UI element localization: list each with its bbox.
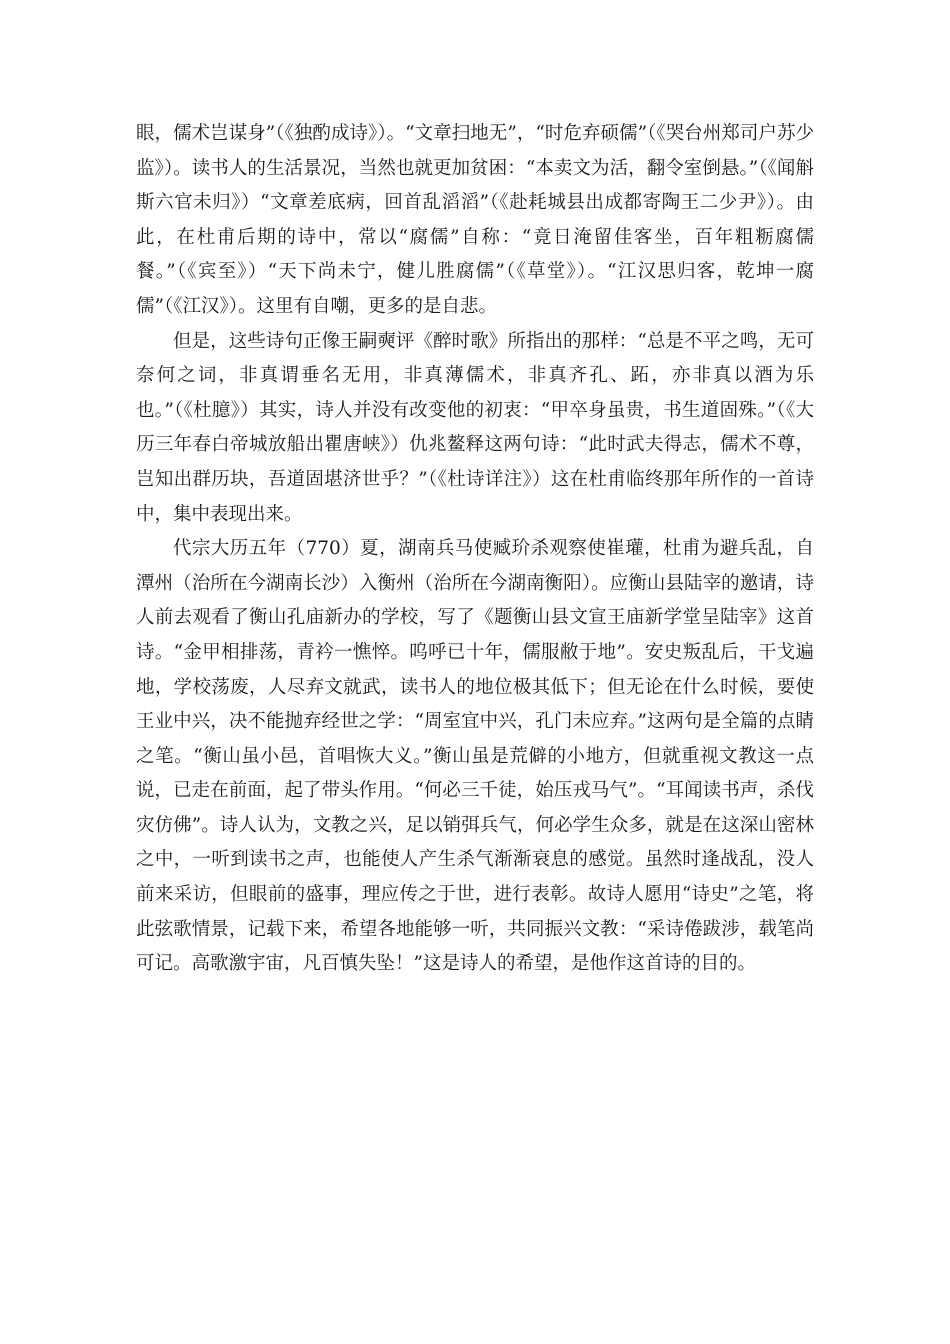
paragraph-2: 但是，这些诗句正像王嗣奭评《醉时歌》所指出的那样：“总是不平之鸣，无可奈何之词，非真谓垂名无用，非真薄儒术，非真齐孔、跖，亦非真以酒为乐也。”（《杜臆》）其实，诗人并没有改变他的初衷：“甲卒身虽贵，书生道固殊。”（《大历三年春白帝城放船出瞿唐峡》）仇兆鳌释这两句诗：“此时武夫得志，儒术不尊，岂知出群历块，吾道固堪济世乎？”（《杜诗详注》）这在杜甫临终那年所作的一首诗中，集中表现出来。 [136, 330, 814, 525]
document-body [136, 117, 814, 982]
paragraph-3: 代宗大历五年（770）夏，湖南兵马使臧玠杀观察使崔瓘，杜甫为避兵乱，自潭州（治所在今湖南长沙）入衡州（治所在今湖南衡阳）。应衡山县陆宰的邀请，诗人前去观看了衡山孔庙新办的学校，写了《题衡山县文宣王庙新学堂呈陆宰》这首诗。“金甲相排荡，青衿一憔悴。呜呼已十年，儒服敝于地”。安史叛乱后，干戈遍地，学校荡废，人尽弃文就武，读书人的地位极其低下；但无论在什么时候，要使王业中兴，决不能抛弃经世之学：“周室宜中兴，孔门未应弃。”这两句是全篇的点睛之笔。“衡山虽小邑，首唱恢大义。”衡山虽是荒僻的小地方，但就重视文教这一点说，已走在前面，起了带头作用。“何必三千徒，始压戎马气”。“耳闻读书声，杀伐灾仿佛”。诗人认为，文教之兴，足以销弭兵气，何必学生众多，就是在这深山密林之中，一听到读书之声，也能使人产生杀气渐渐衰息的感觉。虽然时逢战乱，没人前来采访，但眼前的盛事，理应传之于世，进行表彰。故诗人愿用“诗史”之笔，将此弦歌情景，记载下来，希望各地能够一听，共同振兴文教：“采诗倦跋涉，载笔尚可记。高歌激宇宙，凡百慎失坠！”这是诗人的希望，是他作这首诗的目的。 [136, 538, 814, 975]
paragraph-1: 眼，儒术岂谋身”（《独酌成诗》）。“文章扫地无”，“时危弃硕儒”（《哭台州郑司户苏少监》）。读书人的生活景况，当然也就更加贫困：“本卖文为活，翻令室倒悬。”（《闻斛斯六官未归》）“文章差底病，回首乱滔滔”（《赴耗城县出成都寄陶王二少尹》）。由此，在杜甫后期的诗中，常以“腐儒”自称：“竟日淹留佳客坐，百年粗粝腐儒餐。”（《宾至》）“天下尚未宁，健儿胜腐儒”（《草堂》）。“江汉思归客，乾坤一腐儒”（《江汉》）。这里有自嘲，更多的是自悲。 [136, 123, 814, 317]
